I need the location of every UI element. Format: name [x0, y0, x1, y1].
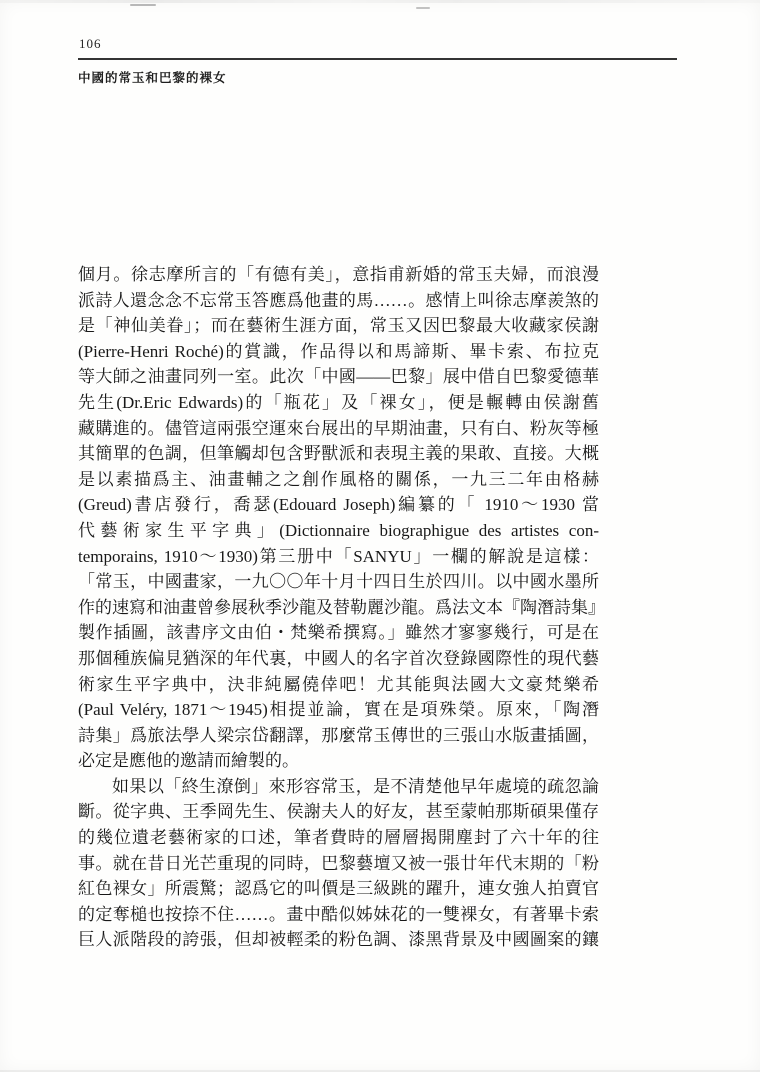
text-line: (Greud)書店發行，喬瑟(Edouard Joseph)編纂的「 1910～1930 當 — [78, 495, 599, 515]
scan-artifact-speck — [416, 7, 430, 9]
text-line: 如果以「終生潦倒」來形容常玉，是不清楚他早年處境的疏忽論 — [112, 776, 599, 796]
text-line: 巨人派階段的誇張，但却被輕柔的粉色調、漆黑背景及中國圖案的鑲 — [78, 930, 599, 950]
text-line: 作的速寫和油畫曾參展秋季沙龍及替勒麗沙龍。爲法文本『陶潛詩集』 — [78, 597, 605, 617]
scan-artifact-top-edge — [0, 0, 760, 3]
text-line: 是「神仙美眷」；而在藝術生涯方面，常玉又因巴黎最大收藏家侯謝 — [78, 316, 599, 336]
text-line: (Pierre-Henri Roché)的賞識，作品得以和馬諦斯、畢卡索、布拉克 — [78, 341, 599, 361]
text-line: 的定奪槌也按捺不住……。畫中酷似姊妹花的一雙裸女，有著畢卡索 — [78, 904, 599, 924]
header-rule — [78, 58, 677, 60]
text-line: (Paul Veléry, 1871～1945)相提並論，實在是項殊榮。原來，「陶潛 — [78, 700, 599, 720]
text-line: 先生(Dr.Eric Edwards)的「瓶花」及「裸女」，便是輾轉由侯謝舊 — [78, 392, 599, 412]
text-line: 斷。從字典、王季岡先生、侯謝夫人的好友，甚至蒙帕那斯碩果僅存 — [78, 802, 599, 822]
text-line: 其簡單的色調，但筆觸却包含野獸派和表現主義的果敢、直接。大概 — [78, 444, 599, 464]
page-number: 106 — [79, 36, 102, 51]
text-line: 紅色裸女」所震驚；認爲它的叫價是三級跳的躍升，連女強人拍賣官 — [78, 879, 599, 899]
text-line: 「常玉，中國畫家，一九〇〇年十月十四日生於四川。以中國水墨所 — [78, 572, 599, 592]
text-line: 的幾位遺老藝術家的口述，筆者費時的層層揭開塵封了六十年的往 — [78, 828, 599, 848]
text-line: 製作插圖，該書序文由伯・梵樂希撰寫。」雖然才寥寥幾行，可是在 — [78, 623, 599, 643]
text-line: 術家生平字典中，決非純屬僥倖吧！尤其能與法國大文豪梵樂希 — [78, 674, 599, 694]
scan-artifact-speck — [130, 4, 156, 6]
text-line: 詩集」爲旅法學人梁宗岱翻譯，那麼常玉傳世的三張山水版畫插圖， — [78, 725, 599, 745]
text-line: 派詩人還念念不忘常玉答應爲他畫的馬……。感情上叫徐志摩羨煞的 — [78, 290, 599, 310]
text-line: 個月。徐志摩所言的「有德有美」，意指甫新婚的常玉夫婦，而浪漫 — [78, 265, 599, 284]
text-line: 藏購進的。儘管這兩張空運來台展出的早期油畫，只有白、粉灰等極 — [78, 418, 599, 438]
text-line: temporains, 1910～1930)第三册中「SANYU」一欄的解說是這樣： — [78, 546, 599, 566]
text-line: 是以素描爲主、油畫輔之之創作風格的關係，一九三二年由格赫 — [78, 469, 599, 489]
text-line: 那個種族偏見猶深的年代裏，中國人的名字首次登錄國際性的現代藝 — [78, 648, 599, 668]
text-line: 代藝術家生平字典」(Dictionnaire biographigue des artistes con- — [78, 520, 599, 540]
text-line: 事。就在昔日光芒重現的同時，巴黎藝壇又被一張廿年代末期的「粉 — [78, 853, 599, 873]
text-line: 等大師之油畫同列一室。此次「中國——巴黎」展中借自巴黎愛德華 — [78, 367, 599, 387]
text-line: 必定是應他的邀請而繪製的。 — [78, 751, 299, 771]
body-text-block — [78, 262, 605, 953]
running-head: 中國的常玉和巴黎的裸女 — [78, 71, 227, 85]
